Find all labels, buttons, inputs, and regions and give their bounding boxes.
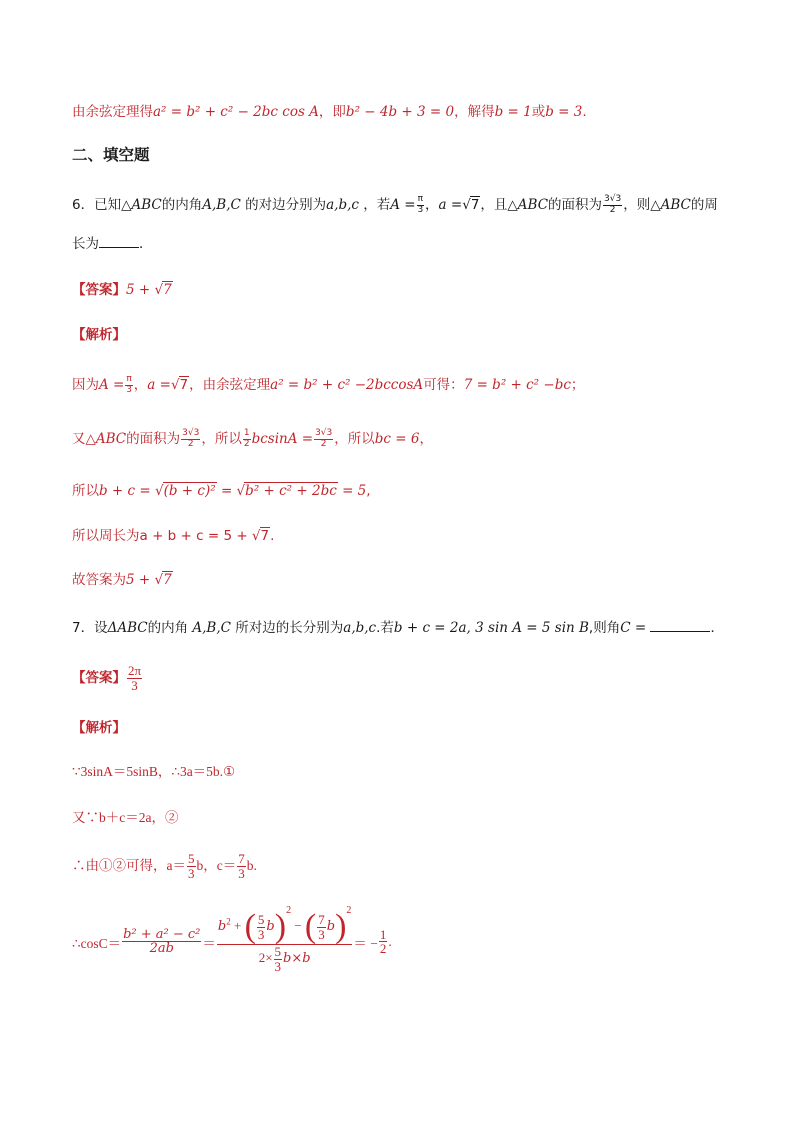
solution-b1: b = 1 [494, 104, 532, 120]
text: 的内角 [161, 197, 203, 213]
text: ，由余弦定理 [189, 377, 271, 393]
angle-a-eq: A = [390, 197, 416, 213]
text: ， [425, 197, 439, 213]
radicand: 7 [470, 197, 480, 213]
text: 所以 [72, 483, 99, 499]
section-title: 二、填空题 [72, 146, 150, 164]
radicand: 7 [163, 572, 172, 588]
q7-analysis-tag: 【解析】 [72, 720, 126, 736]
text: 长为 [72, 236, 99, 252]
text: 所对边的长分别为 [235, 620, 344, 636]
numerator: b² + a² − c² [123, 926, 201, 942]
cosine-law: a² = b² + c² −2bccosA [270, 377, 424, 393]
numerator: 2π [128, 663, 142, 678]
plus: + [233, 917, 242, 933]
numerator: π [417, 194, 424, 205]
fraction-5-3 [187, 852, 196, 880]
q6-answer: 【答案】5 + √7 [72, 282, 172, 298]
denominator: 2 [243, 438, 250, 449]
exponent: 2 [286, 905, 292, 916]
cosine-law-formula: a² = b² + c² − 2bc cos A [153, 104, 319, 120]
text: ＝ [202, 935, 216, 951]
q6-step3: 所以b + c = √(b + c)² = √b² + c² + 2bc = 5, [72, 483, 371, 499]
triangle-symbol: △ABC [507, 197, 549, 213]
numerator: 3√3 [182, 428, 200, 439]
answer-fraction [127, 664, 142, 692]
text: . [270, 528, 275, 544]
text: b. [246, 858, 257, 874]
radicand: 7 [179, 377, 189, 393]
denominator: 3 [318, 926, 325, 942]
triangle-symbol: △ABC [121, 197, 162, 213]
equation: 5 + [126, 572, 151, 588]
text: 故答案为 [72, 572, 126, 588]
area-formula: bcsinA = [251, 431, 314, 447]
denominator: 3 [417, 204, 424, 215]
text: ，解得 [454, 104, 495, 120]
text: b×b [283, 951, 311, 967]
text: , [366, 483, 371, 499]
angles: A,B,C [192, 620, 231, 636]
b-term: b [266, 918, 275, 934]
fraction-cos-formula [122, 928, 201, 956]
text: ，若 [363, 197, 391, 213]
triangle-symbol: ΔABC [107, 620, 148, 636]
text: 2× [258, 950, 273, 966]
text: 7．设 [72, 620, 108, 636]
numerator: 5 [274, 944, 282, 959]
text: 的面积为 [548, 197, 603, 213]
text: 或 [531, 104, 546, 120]
text: 又 [72, 431, 86, 447]
radicand: 7 [163, 282, 172, 298]
text: 因为 [72, 377, 99, 393]
text: 由余弦定理得 [72, 104, 153, 120]
text: ； [570, 377, 585, 393]
fraction-half [243, 429, 251, 449]
b-term: b [217, 918, 227, 934]
numerator: $b^2$ + ( $\frac{5}{3}$ b)$^2$ − ( $\frac{7}{3}$ b)$^2$ [217, 905, 352, 945]
text: 的内角 [147, 620, 189, 636]
prev-solution-line [72, 102, 587, 122]
equation: a + b + c = 5 + [139, 528, 248, 544]
text: ， [133, 377, 148, 393]
text: ，所以 [334, 431, 375, 447]
denominator: 3 [274, 958, 282, 974]
exponent: 2 [346, 905, 352, 916]
fraction-7-3 [237, 852, 246, 880]
denominator: 2ab [149, 941, 174, 957]
text: ∴cosC＝ [72, 935, 122, 951]
quadratic-equation: b² − 4b + 3 = 0 [345, 104, 455, 120]
answer-tag: 【答案】 [72, 282, 126, 298]
sides: a,b,c [326, 197, 359, 213]
denominator: 3 [126, 384, 132, 395]
text: . [388, 933, 392, 949]
q7-stem [72, 617, 724, 638]
fraction-area [603, 195, 622, 215]
text: . [582, 104, 587, 120]
denominator: 2 [609, 204, 616, 215]
denominator: 2 [379, 941, 387, 957]
text: ，即 [318, 104, 346, 120]
answer-blank[interactable] [99, 233, 139, 248]
equation: 7 = b² + c² −bc [463, 377, 571, 393]
answer-value: 5 + [126, 282, 151, 298]
equation: = 5 [342, 483, 367, 499]
text: 的周 [690, 197, 718, 213]
text: 可得： [423, 377, 464, 393]
angles: A,B,C [202, 197, 241, 213]
q7-step3 [72, 852, 257, 880]
answer-blank[interactable] [650, 617, 710, 632]
equation: b + c = [99, 483, 151, 499]
q7-step4 [72, 905, 392, 974]
numerator: 3√3 [315, 428, 333, 439]
text: ，所以 [201, 431, 242, 447]
text: 的对边分别为 [245, 197, 327, 213]
q6-step1: 因为A = $\frac{\pi}{3}$ ，a =√7，由余弦定理a² = b² + c² −2bccosA可得：7 = b² + c² −bc； [72, 374, 585, 395]
numerator: 7 [318, 911, 325, 927]
denominator: 3 [257, 926, 265, 942]
text: ． [710, 620, 724, 636]
numerator: 5 [188, 851, 195, 866]
angle-c-eq: C = [620, 620, 647, 636]
q6-step2 [72, 429, 433, 449]
minus: − [294, 917, 302, 933]
text: .若 [376, 620, 394, 636]
q6-step4: 所以周长为a + b + c = 5 + √7. [72, 528, 275, 544]
denominator: 2 [187, 438, 194, 449]
q6-stem-line1: 6．已知△ABC的内角A,B,C 的对边分别为a,b,c ，若A = $\frac{\pi}{3}$ ，a =√7，且△ABC的面积为 $\frac{3√3}{2}$ ，则△ABC的周 [72, 194, 718, 215]
text: ＝ − [353, 935, 378, 951]
angle-a-eq: A = [99, 377, 125, 393]
b-term: b [326, 918, 336, 934]
equation: bc = 6 [374, 431, 420, 447]
q6-step5: 故答案为5 + √7 [72, 572, 172, 588]
q6-analysis-tag: 【解析】 [72, 327, 126, 343]
text: b，c＝ [196, 858, 237, 874]
fraction-result [379, 928, 388, 956]
radicand: (b + c)² [163, 483, 216, 499]
solution-b3: b = 3 [545, 104, 583, 120]
q7-answer [72, 664, 143, 692]
text: = [220, 483, 233, 499]
fraction-substituted [217, 905, 352, 974]
text: 所以周长为 [72, 528, 140, 544]
q6-stem-line2 [72, 233, 153, 254]
triangle-symbol: △ABC [650, 197, 691, 213]
denominator: 3 [238, 865, 245, 881]
numerator: 1 [379, 926, 387, 942]
fraction-pi-3 [417, 195, 424, 215]
fraction-area [181, 429, 200, 449]
triangle-symbol: △ABC [85, 431, 127, 447]
text: ，则 [623, 197, 651, 213]
text: ，且 [480, 197, 508, 213]
text: ， [419, 431, 433, 447]
numerator: 1 [243, 428, 250, 439]
conditions: b + c = 2a, 3 sin A = 5 sin B [393, 620, 589, 636]
answer-tag: 【答案】 [72, 670, 126, 687]
fraction-area [314, 429, 333, 449]
numerator: π [126, 374, 132, 385]
sides: a,b,c [343, 620, 377, 636]
fraction-pi-3 [125, 375, 132, 395]
numerator: 3√3 [604, 194, 622, 205]
side-a-eq: a = [147, 377, 171, 393]
radicand: 7 [260, 528, 270, 544]
text: 6．已知 [72, 197, 122, 213]
text: 的面积为 [126, 431, 181, 447]
text: ∴由①②可得，a＝ [72, 858, 186, 874]
q7-step2: 又∵b＋c＝2a，② [72, 810, 179, 825]
radicand: b² + c² + 2bc [245, 483, 337, 499]
numerator: 5 [257, 911, 265, 927]
denominator: 3 [131, 677, 138, 693]
side-a-eq: a = [438, 197, 463, 213]
text: ,则角 [588, 620, 621, 636]
text: ． [139, 236, 153, 252]
denominator: 2 [320, 438, 327, 449]
numerator: 7 [238, 851, 245, 866]
denominator [217, 945, 352, 973]
q7-step1: ∵3sinA＝5sinB，∴3a＝5b.① [72, 764, 236, 779]
denominator: 3 [188, 865, 195, 881]
